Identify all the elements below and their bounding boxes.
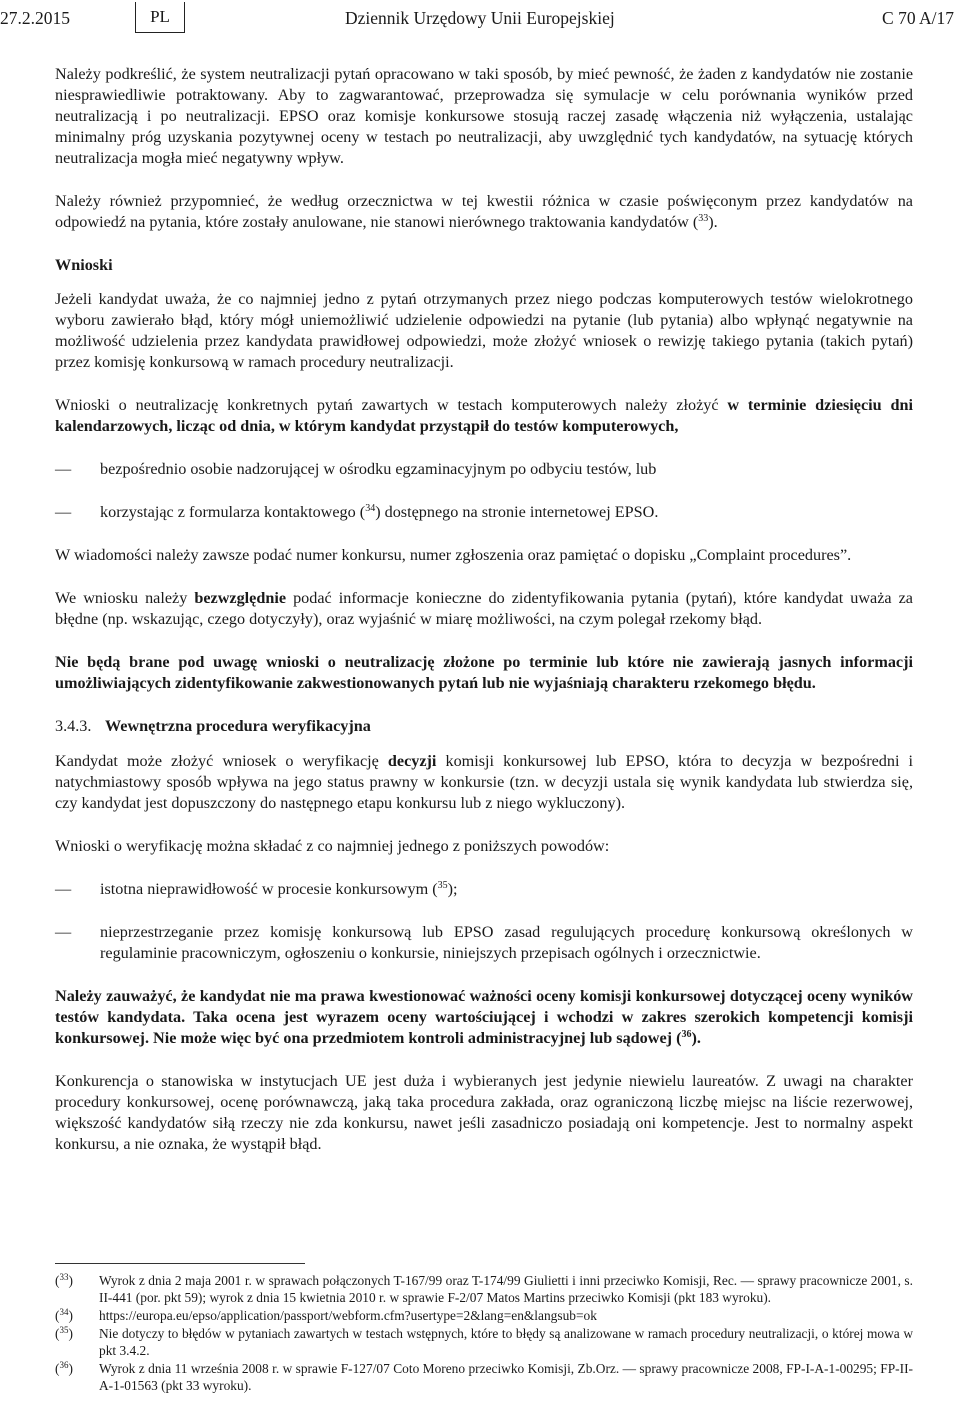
footnote-ref[interactable]: 36: [681, 1029, 692, 1040]
paragraph: Wnioski o neutralizację konkretnych pytań zawartych w testach komputerowych należy złożyć w terminie dziesięciu dni kalendarzowych, licząc od dnia, w którym kandydat przystąpił do testów komputerowych,: [55, 396, 914, 435]
page-header: [0, 6, 960, 32]
section-heading: [55, 716, 913, 737]
footnote-ref[interactable]: 34: [365, 503, 376, 514]
bold-paragraph: Nie będą brane pod uwagę wnioski o neutralizację złożone po terminie lub które nie zawierają jasnych informacji umożliwiających zidentyfikowanie zakwestionowanych pytań lub nie wyjaśniają charakteru rzekomego błędu.: [55, 653, 913, 692]
footnote-number: ($^{34}$): [55, 1307, 73, 1323]
list-item: — nieprzestrzeganie przez komisję konkursową lub EPSO zasad regulujących procedurę konkursową określonych w regulaminie pracowniczym, ogłoszeniu o konkursie, niniejszych przepisach ogólnych i orzecznictwie.: [55, 923, 913, 962]
footnotes: [55, 1272, 913, 1395]
footnote-ref[interactable]: 35: [437, 880, 448, 891]
publication-date: 27.2.2015: [0, 8, 70, 28]
footnote-number: ($^{35}$): [55, 1325, 73, 1341]
footnote: [55, 1307, 913, 1324]
list-item: — bezpośrednio osobie nadzorującej w ośrodku egzaminacyjnym po odbyciu testów, lub: [55, 460, 657, 478]
footnote-text: Wyrok z dnia 2 maja 2001 r. w sprawach połączonych T-167/99 oraz T-174/99 Giulietti i inni przeciwko Komisji, Rec. — sprawy pracownicze 2001, s. II-441 (por. pkt 59); wyrok z dnia 15 kwietnia 2010 r. w sprawie F-2/07 Matos Martins przeciwko Komisji (pkt 183 wyroku).: [99, 1273, 913, 1305]
paragraph: Kandydat może złożyć wniosek o weryfikację decyzji komisji konkursowej lub EPSO, która to decyzja w bezpośredni i natychmiastowy sposób wpływa na jego status prawny w konkursie (tzn. w decyzji ustala się wynik kandydata lub stwierdza się, czy kandydat jest dopuszczony do następnego etapu konkursu lub z niego wykluczony).: [55, 752, 913, 812]
footnote-ref[interactable]: 33: [698, 213, 709, 224]
bold-paragraph: Należy zauważyć, że kandydat nie ma prawa kwestionować ważności oceny komisji konkursowej dotyczącej oceny wyników testów kandydata. Taka ocena jest wyrazem oceny wartościującej i wchodzi w zakres szerokich kompetencji komisji konkursowej. Nie może więc być ona przedmiotem kontroli administracyjnej lub sądowej ($^{36}$).: [55, 987, 913, 1047]
footnote-separator: [55, 1263, 305, 1264]
bold-deadline: w terminie dziesięciu dni kalendarzowych, licząc od dnia, w którym kandydat przystąpił do testów komputerowych,: [55, 396, 914, 435]
paragraph: W wiadomości należy zawsze podać numer konkursu, numer zgłoszenia oraz pamiętać o dopisku „Complaint procedures”.: [55, 546, 852, 564]
journal-title: Dziennik Urzędowy Unii Europejskiej: [345, 8, 615, 28]
document-body: [55, 64, 913, 1177]
dash-bullet: —: [55, 460, 72, 478]
paragraph: We wniosku należy bezwzględnie podać informacje konieczne do zidentyfikowania pytania (pytań), które kandydat uważa za błędne (np. wskazując, czego dotyczyły), oraz wyjaśnić w miarę możliwości, na czym polegał rzekomy błąd.: [55, 589, 913, 628]
paragraph: Należy podkreślić, że system neutralizacji pytań opracowano w taki sposób, by mieć pewność, że żaden z kandydatów nie zostanie niesprawiedliwie potraktowany. Aby to zagwarantować, przeprowadza się symulacje w celu porównania wyników przed neutralizacją i po neutralizacji. EPSO oraz komisje konkursowe stosują raczej zasadę włączenia niż wyłączenia, ustalając minimalny próg uzyskania pozytywnej oceny w testach po neutralizacji, aby uwzględnić tych kandydatów, na sytuację których neutralizacja mogła mieć negatywny wpływ.: [55, 65, 913, 167]
footnote: [55, 1272, 913, 1306]
dash-bullet: —: [55, 503, 72, 521]
paragraph: Konkurencja o stanowiska w instytucjach UE jest duża i wybieranych jest jedynie niewielu laureatów. Z uwagi na charakter procedury konkursowej, ocenę porównawczą, jaką taka procedura zakłada, oraz ograniczoną liczbę miejsc na liście rezerwowej, większość kandydatów siłą rzeczy nie zda konkursu, nawet jeśli zasadniczo posiadają oni kompetencje. Jest to normalny aspekt konkursu, a nie oznaka, że wystąpił błąd.: [55, 1072, 913, 1153]
list-item: — korzystając z formularza kontaktowego ($^{34}$) dostępnego na stronie internetowej EPSO.: [55, 503, 659, 521]
list-item: — istotna nieprawidłowość w procesie konkursowym ($^{35}$);: [55, 880, 458, 898]
section-number: 3.4.3.: [55, 717, 92, 735]
paragraph: Jeżeli kandydat uważa, że co najmniej jedno z pytań otrzymanych przez niego podczas komputerowych testów wielokrotnego wyboru zawierało błąd, który mógł uniemożliwić udzielenie odpowiedzi na pytanie (lub pytania) albo wpłynąć negatywnie na możliwość udzielenia przez kandydata prawidłowej odpowiedzi, może złożyć wniosek o rewizję takiego pytania (takich pytań) przez komisję konkursową w ramach procedury neutralizacji.: [55, 290, 913, 371]
footnote-text: Wyrok z dnia 11 września 2008 r. w sprawie F-127/07 Coto Moreno przeciwko Komisji, Zb.Orz. — sprawy pracownicze 2008, FP-I-A-1-00295; FP-II-A-1-01563 (pkt 33 wyroku).: [99, 1361, 913, 1393]
footnote: [55, 1360, 913, 1394]
footnote-number: ($^{33}$): [55, 1272, 73, 1288]
section-heading-wnioski: Wnioski: [55, 256, 113, 274]
section-title: Wewnętrzna procedura weryfikacyjna: [105, 717, 371, 735]
footnote-number: ($^{36}$): [55, 1360, 73, 1376]
language-badge: PL: [135, 2, 185, 33]
page-reference: C 70 A/17: [882, 8, 954, 28]
footnote-text: Nie dotyczy to błędów w pytaniach zawartych w testach wstępnych, które to błędy są analizowane w ramach procedury neutralizacji, o której mowa w pkt 3.4.2.: [99, 1326, 913, 1358]
footnote: [55, 1325, 913, 1359]
paragraph: Należy również przypomnieć, że według orzecznictwa w tej kwestii różnica w czasie poświęconym przez kandydatów na odpowiedź na pytania, które zostały anulowane, nie stanowi nierównego traktowania kandydatów ($^{33}$).: [55, 192, 913, 231]
dash-bullet: —: [55, 880, 72, 898]
footnote-link[interactable]: https://europa.eu/epso/application/passport/webform.cfm?usertype=2&lang=en&langsub=ok: [99, 1308, 597, 1323]
paragraph: Wnioski o weryfikację można składać z co najmniej jednego z poniższych powodów:: [55, 837, 610, 855]
dash-bullet: —: [55, 923, 72, 941]
